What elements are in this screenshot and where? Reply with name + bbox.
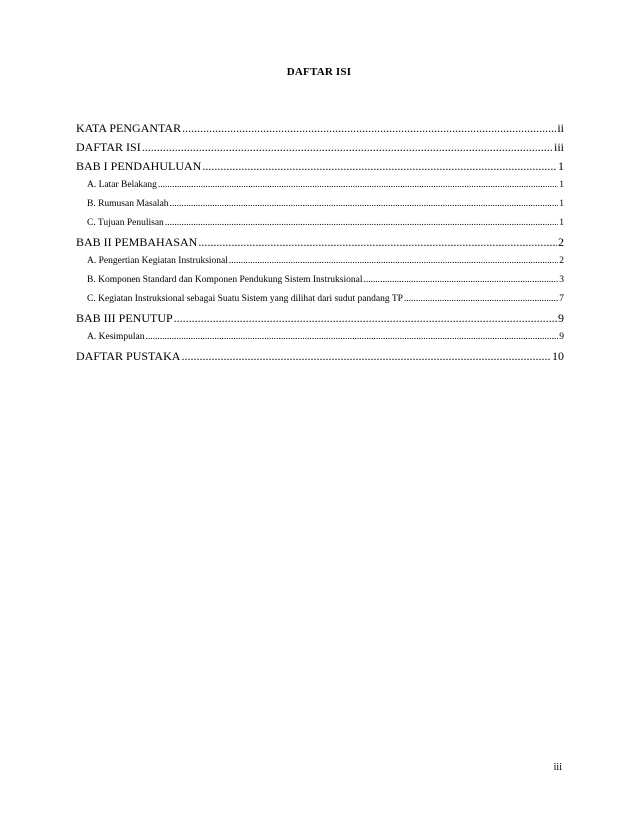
toc-entry-page: 1 (559, 180, 564, 190)
toc-entry-page: 7 (559, 294, 564, 304)
toc-entry-label: BAB I PENDAHULUAN (76, 159, 202, 173)
toc-entry-page: 9 (558, 311, 564, 325)
toc-entry-page: 1 (559, 218, 564, 228)
toc-entry-daftar-isi[interactable] (76, 138, 564, 157)
dot-leader (142, 138, 553, 157)
toc-entry-label: A. Pengertian Kegiatan Instruksional (87, 256, 228, 266)
toc-entry-label: B. Rumusan Masalah (87, 199, 169, 209)
toc-entry-page: 9 (559, 332, 564, 342)
toc-entry-bab-2[interactable] (76, 233, 564, 252)
toc-entry-kata-pengantar[interactable] (76, 119, 564, 138)
toc-entry-kegiatan-sistem[interactable] (76, 290, 564, 309)
toc-entry-label: BAB II PEMBAHASAN (76, 235, 198, 249)
dot-leader (181, 347, 551, 366)
toc-entry-daftar-pustaka[interactable] (76, 347, 564, 366)
toc-entry-bab-3[interactable] (76, 309, 564, 328)
toc-entry-page: 2 (558, 235, 564, 249)
toc-entry-label: A. Latar Belakang (87, 180, 157, 190)
toc-entry-page: 3 (559, 275, 564, 285)
dot-leader (182, 119, 556, 138)
toc-entry-label: DAFTAR ISI (76, 140, 141, 154)
toc-entry-page: ii (557, 121, 564, 135)
toc-entry-kesimpulan[interactable] (76, 328, 564, 347)
toc-entry-tujuan-penulisan[interactable] (76, 214, 564, 233)
toc-entry-page: 10 (552, 349, 564, 363)
toc-entry-page: 1 (558, 159, 564, 173)
table-of-contents (76, 119, 564, 366)
toc-entry-komponen[interactable] (76, 271, 564, 290)
toc-entry-latar-belakang[interactable] (76, 176, 564, 195)
dot-leader (198, 233, 557, 252)
toc-entry-page: iii (553, 140, 564, 154)
page-title: DAFTAR ISI (286, 66, 352, 78)
dot-leader (170, 195, 559, 214)
dot-leader (158, 176, 558, 195)
toc-entry-pengertian[interactable] (76, 252, 564, 271)
toc-entry-label: DAFTAR PUSTAKA (76, 349, 181, 363)
toc-entry-label: KATA PENGANTAR (76, 121, 182, 135)
dot-leader (146, 328, 559, 347)
toc-entry-label: B. Komponen Standard dan Komponen Pendukung Sistem Instruksional (87, 275, 363, 285)
dot-leader (165, 214, 558, 233)
toc-entry-label: C. Tujuan Penulisan (87, 218, 164, 228)
toc-entry-rumusan-masalah[interactable] (76, 195, 564, 214)
dot-leader (363, 271, 558, 290)
toc-entry-bab-1[interactable] (76, 157, 564, 176)
dot-leader (404, 290, 558, 309)
dot-leader (174, 309, 557, 328)
toc-entry-label: A. Kesimpulan (87, 332, 145, 342)
dot-leader (202, 157, 557, 176)
toc-entry-label: BAB III PENUTUP (76, 311, 173, 325)
page-number: iii (553, 762, 562, 773)
toc-entry-label: C. Kegiatan Instruksional sebagai Suatu Sistem yang dilihat dari sudut pandang TP (87, 294, 403, 304)
toc-entry-page: 2 (559, 256, 564, 266)
dot-leader (229, 252, 558, 271)
toc-entry-page: 1 (559, 199, 564, 209)
